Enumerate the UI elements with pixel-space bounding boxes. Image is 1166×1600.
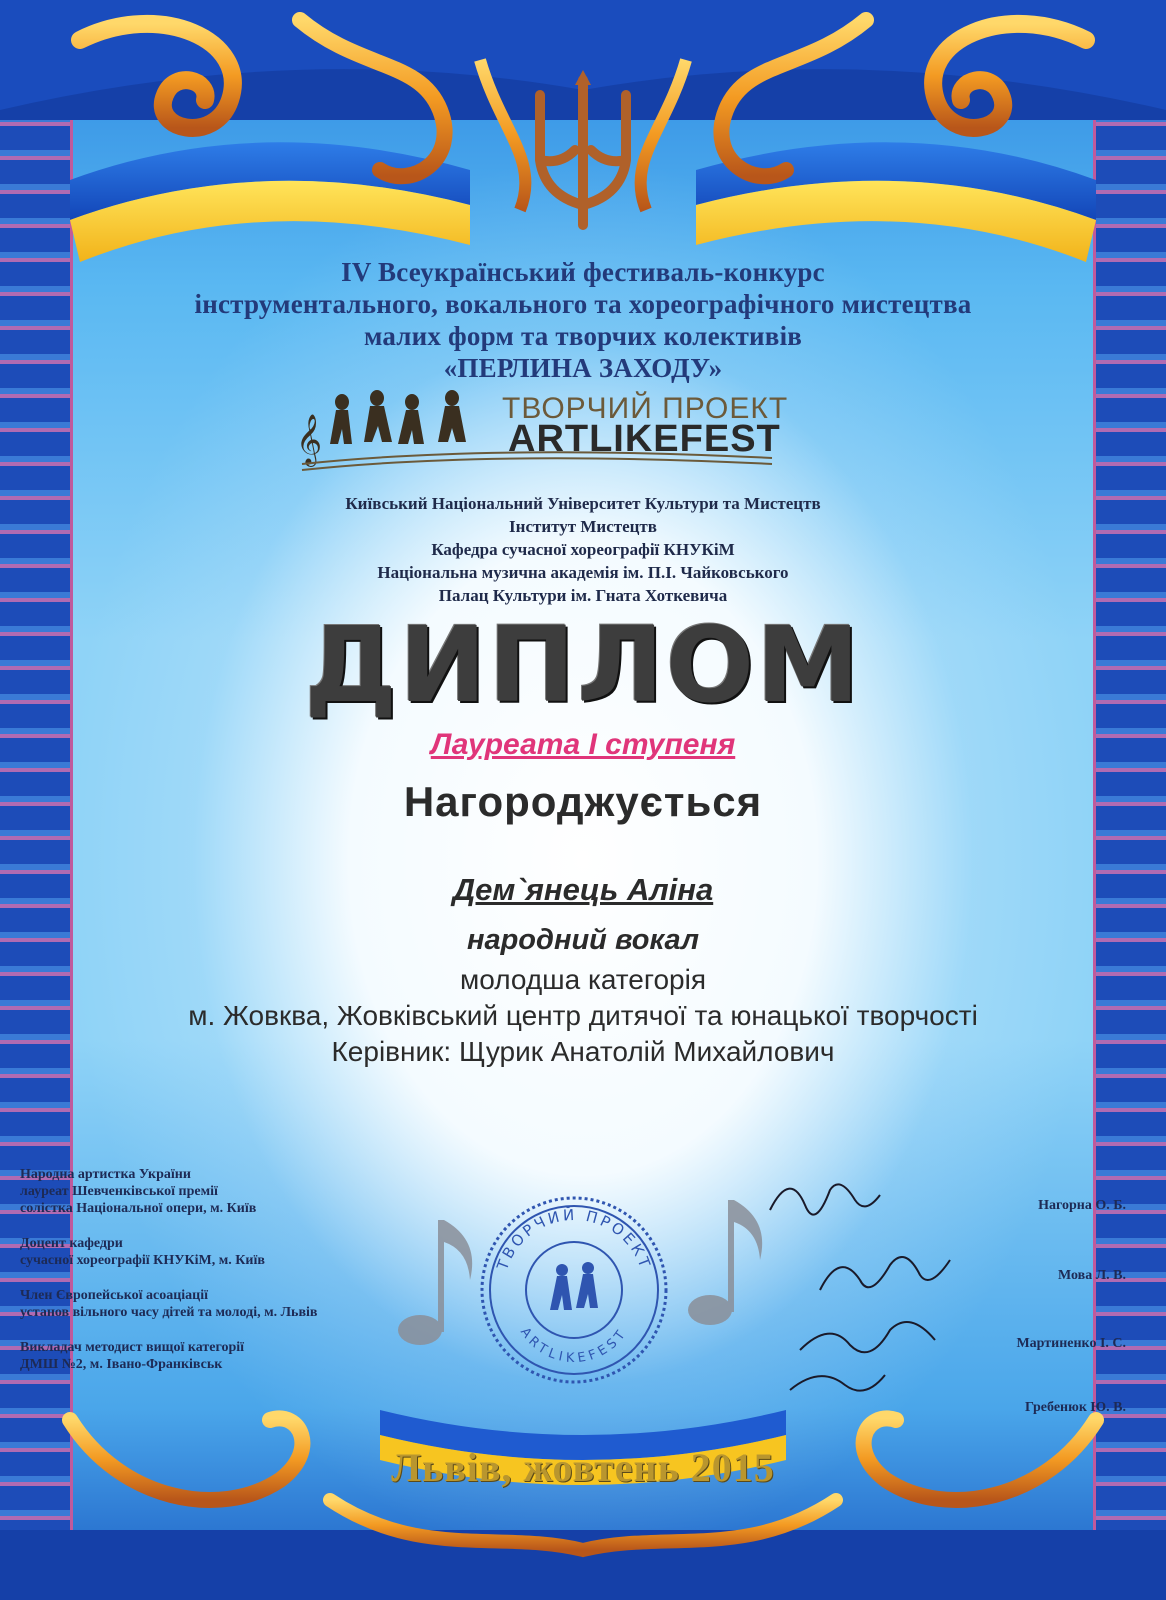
- svg-text:ТВОРЧИЙ ПРОЕКТ: ТВОРЧИЙ ПРОЕКТ: [493, 1205, 655, 1273]
- dancers-silhouette-icon: [296, 390, 466, 467]
- leader: Керівник: Щурик Анатолій Михайлович: [331, 1036, 835, 1067]
- organizer-line: Інститут Мистецтв: [509, 517, 657, 536]
- recipient-name: Дем`янець Аліна: [452, 872, 714, 907]
- festival-heading: [0, 256, 1166, 384]
- jury-name: Нагорна О. Б.: [1038, 1198, 1126, 1213]
- jury-title-line: Доцент кафедри: [20, 1236, 123, 1251]
- festival-line-1: IV Всеукраїнський фестиваль-конкурс: [341, 257, 825, 287]
- signatures: [760, 1170, 990, 1410]
- organizer-line: Палац Культури ім. Гната Хоткевича: [438, 586, 728, 605]
- organizers-list: [0, 492, 1166, 607]
- organizer-line: Київський Національний Університет Культури та Мистецтв: [345, 494, 821, 513]
- jury-title-block: [20, 1235, 317, 1269]
- jury-titles: [20, 1166, 317, 1391]
- jury-title-line: Член Європейської асоаціації: [20, 1288, 209, 1303]
- jury-title-line: Викладач методист вищої категорії: [20, 1340, 245, 1355]
- logo-name: ARTLIKEFEST: [508, 418, 781, 460]
- institution: м. Жовква, Жовківський центр дитячої та юнацької творчості: [188, 1000, 978, 1031]
- jury-title-line: сучасної хореографії КНУКіМ, м. Київ: [20, 1253, 265, 1268]
- awarded-label: Нагороджується: [403, 778, 763, 825]
- nomination-category: народний вокал: [466, 924, 700, 956]
- laureate-degree: Лауреата I ступеня: [430, 728, 736, 761]
- artlikefest-stamp: [474, 1190, 674, 1390]
- logo-title: ТВОРЧИЙ ПРОЕКТ: [502, 392, 789, 425]
- jury-title-line: лауреат Шевченківської премії: [20, 1184, 218, 1199]
- festival-line-2: інструментального, вокального та хореографічного мистецтва: [194, 289, 972, 319]
- organizer-line: Національна музична академія ім. П.І. Чайковського: [377, 563, 789, 582]
- jury-title-block: [20, 1339, 317, 1373]
- place-and-date: Львів, жовтень 2015: [391, 1445, 775, 1490]
- diploma-title: ДИПЛОМ: [304, 604, 862, 726]
- svg-text:ARTLIKEFEST: ARTLIKEFEST: [517, 1325, 631, 1367]
- festival-name: «ПЕРЛИНА ЗАХОДУ»: [443, 353, 723, 383]
- jury-title-block: [20, 1287, 317, 1321]
- stamp-dancers-icon: [550, 1262, 598, 1310]
- jury-name: Мартиненко І. С.: [1016, 1336, 1126, 1351]
- svg-text:𝄞: 𝄞: [296, 414, 323, 465]
- festival-line-3: малих форм та творчих колективів: [363, 321, 803, 351]
- jury-name: Гребенюк Ю. В.: [1025, 1400, 1126, 1415]
- jury-title-line: ДМШ №2, м. Івано-Франківськ: [20, 1357, 223, 1372]
- organizer-line: Кафедра сучасної хореографії КНУКіМ: [431, 540, 735, 559]
- award-details: [0, 962, 1166, 1070]
- jury-title-line: установ вільного часу дітей та молоді, м. Львів: [20, 1305, 318, 1320]
- jury-title-line: Народна артистка України: [20, 1167, 191, 1182]
- jury-name: Мова Л. В.: [1057, 1268, 1126, 1283]
- age-group: молодша категорія: [460, 964, 706, 995]
- jury-title-block: [20, 1166, 317, 1217]
- jury-title-line: солістка Національної опери, м. Київ: [20, 1201, 257, 1216]
- top-ornament: [0, 0, 1166, 300]
